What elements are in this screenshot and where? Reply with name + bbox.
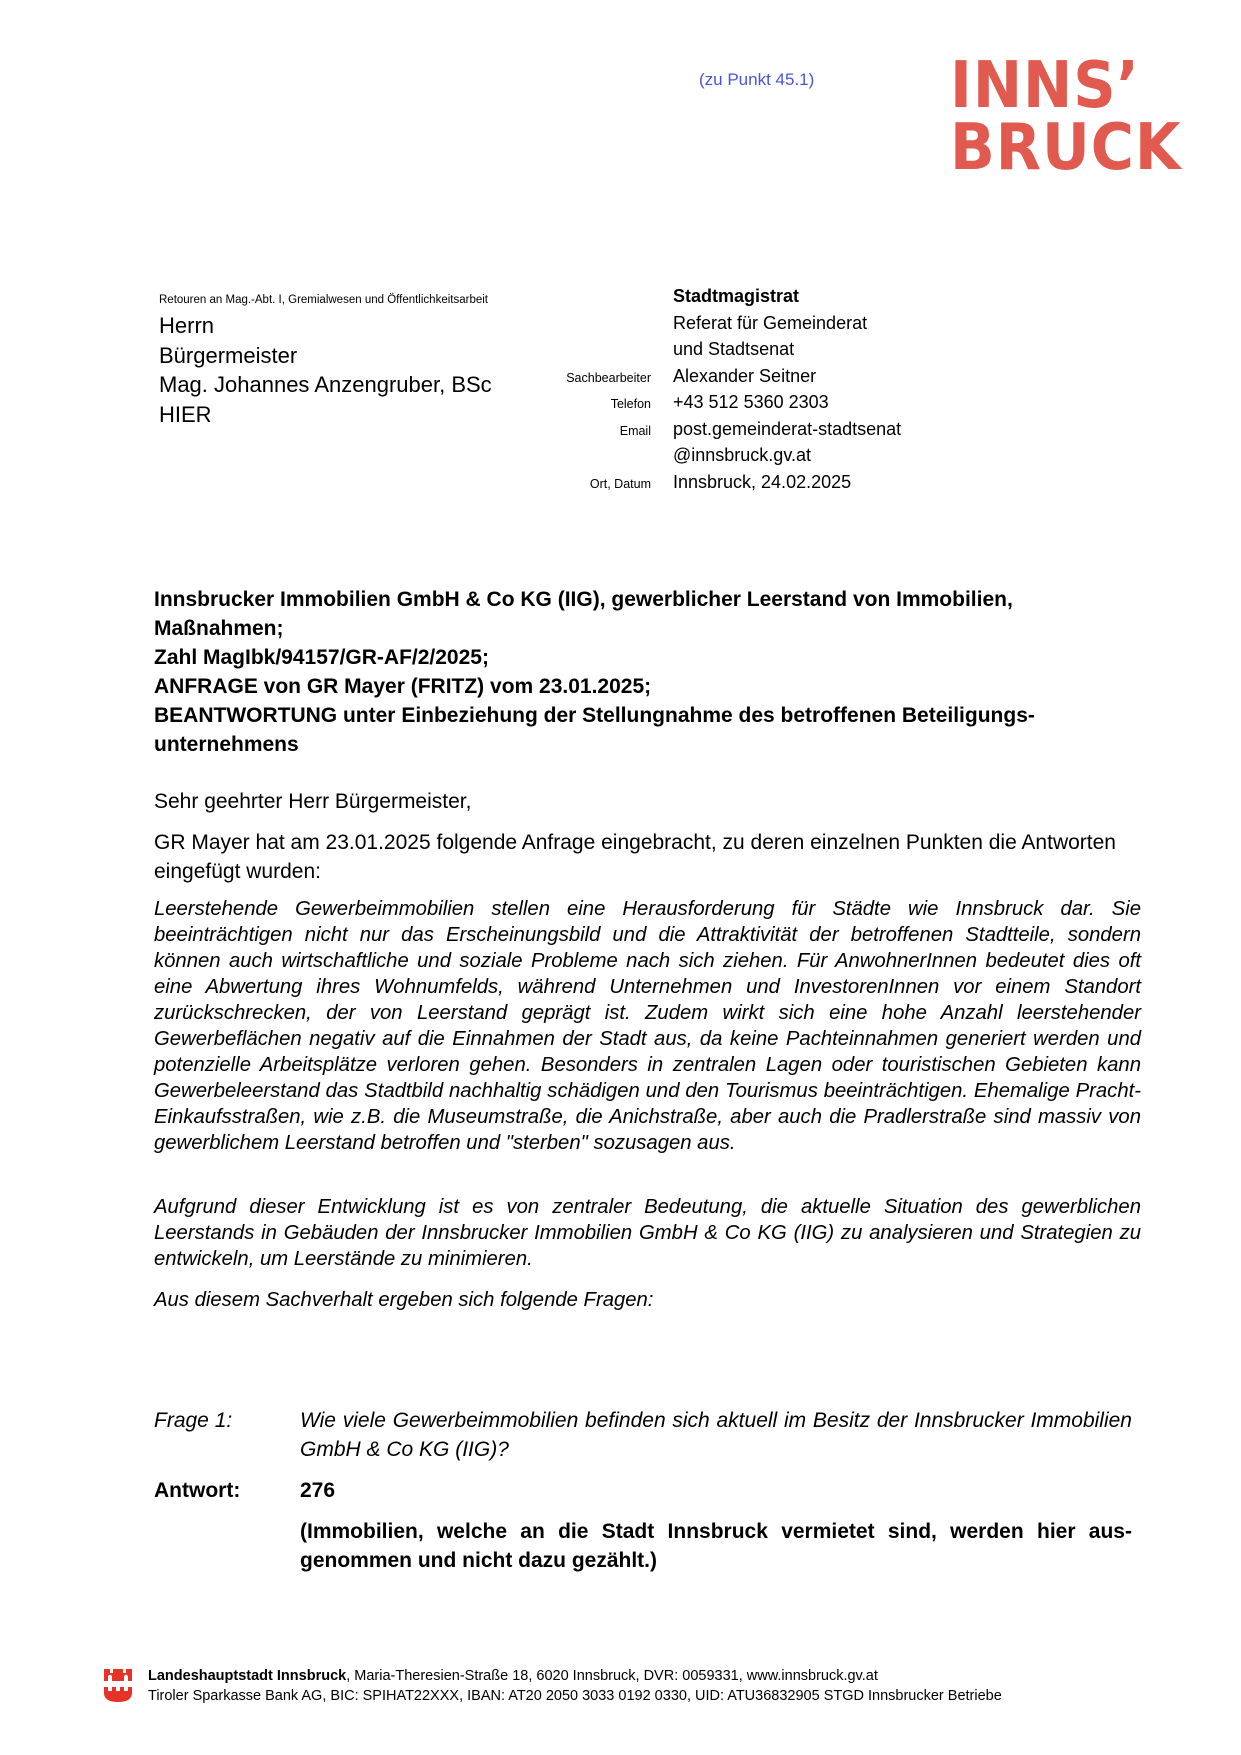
logo-line-2: BRUCK [950, 111, 1182, 185]
place-date-label: Ort, Datum [589, 476, 651, 491]
subject-line: Maßnahmen; [154, 617, 284, 640]
phone-label: Telefon [610, 397, 651, 411]
answer-note: (Immobilien, welche an die Stadt Innsbruck vermietet sind, werden hier ausgenommen und nicht dazu gezählt.) [300, 1520, 1132, 1572]
return-address-line: Retouren an Mag.-Abt. I, Gremialwesen und Öffentlichkeitsarbeit [159, 294, 488, 306]
city-crest-icon [103, 1667, 133, 1703]
innsbruck-logo [950, 49, 1182, 185]
inquiry-quote-paragraph: Leerstehende Gewerbeimmobilien stellen eine Herausforderung für Städte wie Innsbruck dar. Sie beeinträchtigen nicht nur das Erscheinungsbild und die Attraktivität der betroffenen Stadtteile, sondern können auch wirtschaftliche und soziale Probleme nach sich ziehen. Für AnwohnerInnen bedeutet dies oft eine Abwertung ihres Wohnumfelds, während Unternehmen und InvestorenInnen vor einem Standort zurückschrecken, der von Leerstand geprägt ist. Zudem wirkt sich eine hohe Anzahl leerstehender Gewerbeflächen negativ auf die Einnahmen der Stadt aus, da keine Pachteinnahmen generiert werden und potenzielle Arbeitsplätze verloren gehen. Besonders in zentralen Lagen oder touristischen Gebieten kann Gewerbeleerstand das Stadtbild nachhaltig schädigen und den Tourismus beeinträchtigen. Ehemalige Pracht-Einkaufsstraßen, wie z.B. die Museumstraße, die Anichstraße, aber auch die Pradlerstraße sind massiv von gewerblichem Leerstand betroffen und "sterben" sozusagen aus. [154, 898, 1141, 1154]
subject-line: Innsbrucker Immobilien GmbH & Co KG (IIG), gewerblicher Leerstand von Immobilien, [154, 588, 1013, 611]
subject-response: BEANTWORTUNG unter Einbeziehung der Stellungnahme des betroffenen Beteiligungs- [154, 704, 1035, 727]
recipient-title: Bürgermeister [159, 342, 298, 368]
sender-info-block [560, 286, 980, 498]
sender-office: Stadtmagistrat [673, 286, 800, 306]
agenda-reference-note: (zu Punkt 45.1) [699, 70, 815, 89]
inquiry-quote-paragraph: Aus diesem Sachverhalt ergeben sich folgende Fragen: [154, 1289, 654, 1311]
question-text: Wie viele Gewerbeimmobilien befinden sich aktuell im Besitz der Innsbrucker Immobilien GmbH & Co KG (IIG)? [300, 1409, 1132, 1461]
letter-footer [148, 1666, 1002, 1706]
email-address[interactable]: post.gemeinderat-stadtsenat [673, 418, 902, 439]
sender-department-cont: und Stadtsenat [673, 339, 795, 359]
salutation: Sehr geehrter Herr Bürgermeister, [154, 790, 472, 813]
footer-address-line [148, 1666, 1002, 1686]
question-label: Frage 1: [154, 1409, 233, 1432]
subject-line: unternehmens [154, 733, 299, 756]
recipient-address [159, 311, 492, 429]
footer-address: , Maria-Theresien-Straße 18, 6020 Innsbruck, DVR: 0059331, www.innsbruck.gv.at [346, 1668, 878, 1684]
footer-bank-line: Tiroler Sparkasse Bank AG, BIC: SPIHAT22XXX, IBAN: AT20 2050 3033 0192 0330, UID: ATU36832905 STGD Innsbrucker Betriebe [148, 1688, 1002, 1704]
email-address-domain[interactable]: @innsbruck.gv.at [673, 445, 811, 465]
phone-number[interactable]: +43 512 5360 2303 [673, 392, 829, 412]
inquiry-quote-paragraph: Aufgrund dieser Entwicklung ist es von zentraler Bedeutung, die aktuelle Situation des gewerblichen Leerstands in Gebäuden der Innsbrucker Immobilien GmbH & Co KG (IIG) zu analysieren und Strategien zu entwickeln, um Leerstände zu minimieren. [154, 1196, 1141, 1270]
recipient-name: Mag. Johannes Anzengruber, BSc [159, 372, 492, 397]
intro-paragraph: GR Mayer hat am 23.01.2025 folgende Anfrage eingebracht, zu deren einzelnen Punkten die Antworten eingefügt wurden: [154, 831, 1116, 883]
sender-department: Referat für Gemeinderat [673, 312, 868, 333]
recipient-salutation: Herrn [159, 313, 215, 338]
answer-label: Antwort: [154, 1479, 241, 1502]
clerk-name: Alexander Seitner [673, 365, 817, 386]
subject-inquiry: ANFRAGE von GR Mayer (FRITZ) vom 23.01.2025; [154, 675, 652, 698]
place-date: Innsbruck, 24.02.2025 [673, 471, 852, 492]
letter-subject [154, 585, 1114, 759]
subject-reference-number: Zahl MagIbk/94157/GR-AF/2/2025; [154, 646, 489, 669]
logo-line-1: INNS’ [950, 49, 1140, 123]
answer-value: 276 [300, 1479, 336, 1502]
email-label: Email [619, 423, 651, 438]
footer-org-name: Landeshauptstadt Innsbruck [148, 1668, 347, 1684]
recipient-location: HIER [159, 401, 212, 427]
clerk-label: Sachbearbeiter [566, 370, 651, 385]
